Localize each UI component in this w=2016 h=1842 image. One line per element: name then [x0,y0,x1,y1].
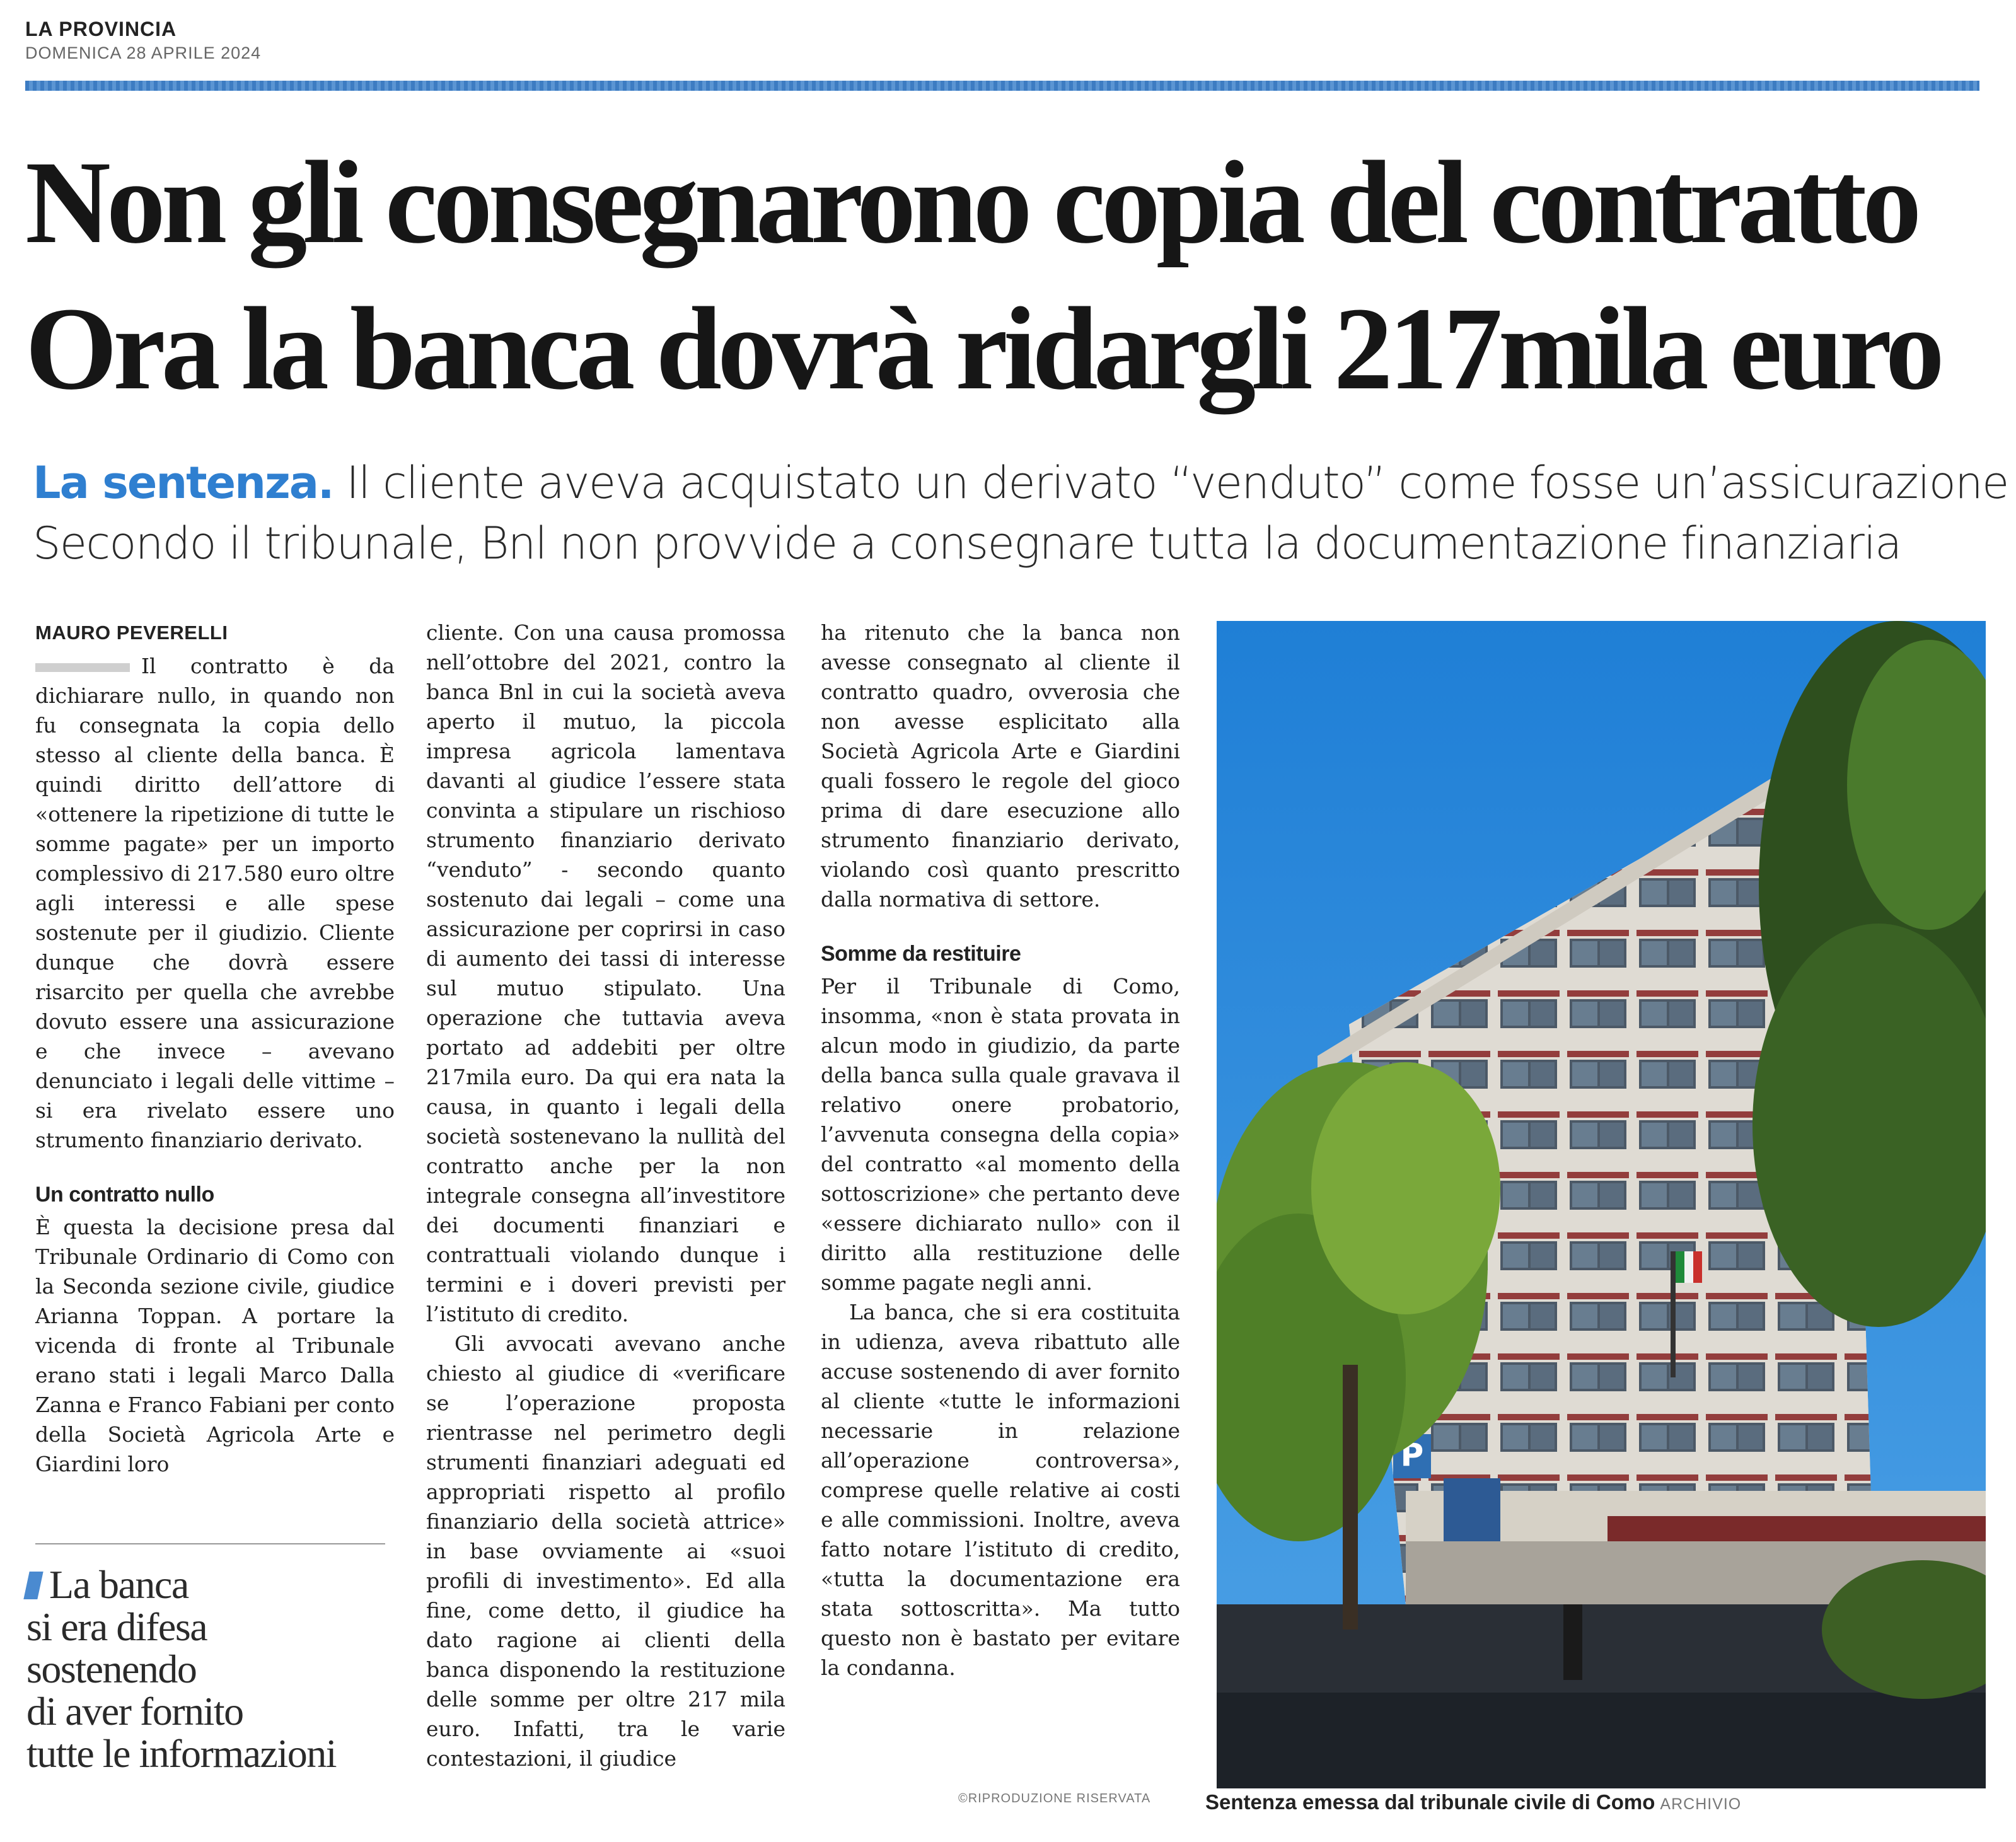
quote-mark-icon [23,1572,43,1599]
paragraph: cliente. Con una causa promossa nell’ottobre del 2021, contro la banca Bnl in cui la società aveva aperto il mutuo, la piccola impresa agricola lamentava davanti al giudice l’essere stata convinta a stipulare un rischioso strumento finanziario derivato “venduto” - secondo quanto sostenuto dai legali – come una assicurazione per coprirsi in caso di aumento dei tassi di interesse sul mutuo stipulato. Una operazione che tuttavia aveva portato ad addebiti per oltre 217mila euro. Da qui era nata la causa, in quanto i legali della società sostenevano la nullità del contratto anche per la non integrale consegna all’investitore dei documenti finanziari e contrattuali violando dunque i termini e i doveri previsti per l’istituto di credito. [426,620,785,1326]
pullquote-line: si era difesa [26,1604,207,1649]
article-column-2 [426,618,785,1773]
photo-caption [1205,1790,1741,1814]
paragraph: Il contratto è da dichiarare nullo, in quando non fu consegnata la copia dello stesso al cliente della banca. È quindi diritto dell’attore di «ottenere la ripetizione di tutte le somme pagate» per un importo complessivo di 217.580 euro oltre agli interessi e alle spese sostenute per il giudizio. Cliente dunque che dovrà essere risarcito per quella che avrebbe dovuto essere una assicurazione e che invece – avevano denunciato i legali delle vittime – si era rivelato essere uno strumento finanziario derivato. [35,651,395,1155]
paragraph: ha ritenuto che la banca non avesse consegnato al cliente il contratto quadro, ovverosia che non avesse esplicitato alla Società Agricola Arte e Giardini quali fossero le regole del gioco prima di dare esecuzione allo strumento finanziario derivato, violando così quanto prescritto dalla normativa di settore. [821,620,1180,912]
pullquote-divider [35,1543,385,1544]
photo-credit: ARCHIVIO [1660,1795,1742,1813]
masthead [25,18,261,63]
courthouse-photo [1217,621,1986,1788]
newspaper-name: LA PROVINCIA [25,18,177,40]
issue-date: DOMENICA 28 APRILE 2024 [25,43,262,62]
parking-sign-icon: P [1400,1437,1424,1473]
paragraph: È questa la decisione presa dal Tribunale Ordinario di Como con la Seconda sezione civile, giudice Arianna Toppan. A portare la vicenda di fronte al Tribunale erano stati i legali Marco Dalla Zanna e Franco Fabiani per conto della Società Agricola Arte e Giardini loro [35,1215,395,1476]
subhead-line-1 [33,453,2008,513]
subhead-line-2: Secondo il tribunale, Bnl non provvide a consegnare tutta la documentazione finanziaria [33,518,1901,569]
paragraph: La banca, che si era costituita in udienza, aveva ribattuto alle accuse sostenendo di aver fornito al cliente «tutte le informazioni necessarie in relazione all’operazione controversa», comprese quelle relative ai costi e alle commissioni. Inoltre, aveva fatto notare l’istituto di credito, «tutta la documentazione era stata sottoscritta». Ma tutto questo non è bastato per evitare la condanna. [821,1300,1180,1680]
top-blue-rule [25,81,1979,91]
pullquote [26,1563,398,1775]
headline-line-2: Ora la banca dovrà ridargli 217mila euro [25,282,1940,414]
pullquote-line: di aver fornito [26,1689,243,1734]
headline [25,129,1992,422]
copyright-notice: ©RIPRODUZIONE RISERVATA [958,1792,1151,1805]
article-column-1 [35,618,395,1479]
caption-text: Sentenza emessa dal tribunale civile di Como [1205,1790,1655,1814]
pullquote-line: tutte le informazioni [26,1731,336,1776]
headline-line-1: Non gli consegnarono copia del contratto [25,136,1918,268]
section-title: Somme da restituire [821,942,1021,966]
subheadline [33,453,2008,574]
pullquote-line: La banca [26,1563,398,1606]
section-title: Un contratto nullo [35,1183,214,1207]
kicker: La sentenza. [33,457,333,509]
paragraph: Gli avvocati avevano anche chiesto al giudice di «verificare se l’operazione proposta rientrasse nel perimetro degli strumenti finanziari adeguati ed appropriati rispetto al profilo finanziario della società attrice» in base ovviamente ai «suoi profili di investimento». Ed alla fine, come detto, il giudice ha dato ragione ai clienti della banca disponendo la restituzione delle somme per oltre 217 mila euro. Infatti, tra le varie contestazioni, il giudice [426,1331,785,1771]
byline: MAURO PEVERELLI [35,622,228,644]
pullquote-line: sostenendo [26,1647,197,1691]
subhead-text-1: Il cliente aveva acquistato un derivato “venduto” come fosse un’assicurazione [333,457,2008,509]
article-column-3 [821,618,1180,1683]
paragraph: Per il Tribunale di Como, insomma, «non è stata provata in alcun modo in giudizio, da parte della banca sulla quale gravava il relativo onere probatorio, l’avvenuta consegna della copia» del contratto «al momento della sottoscrizione» che pertanto deve «essere dichiarato nullo» con il diritto alla restituzione delle somme pagate negli anni. [821,974,1180,1295]
